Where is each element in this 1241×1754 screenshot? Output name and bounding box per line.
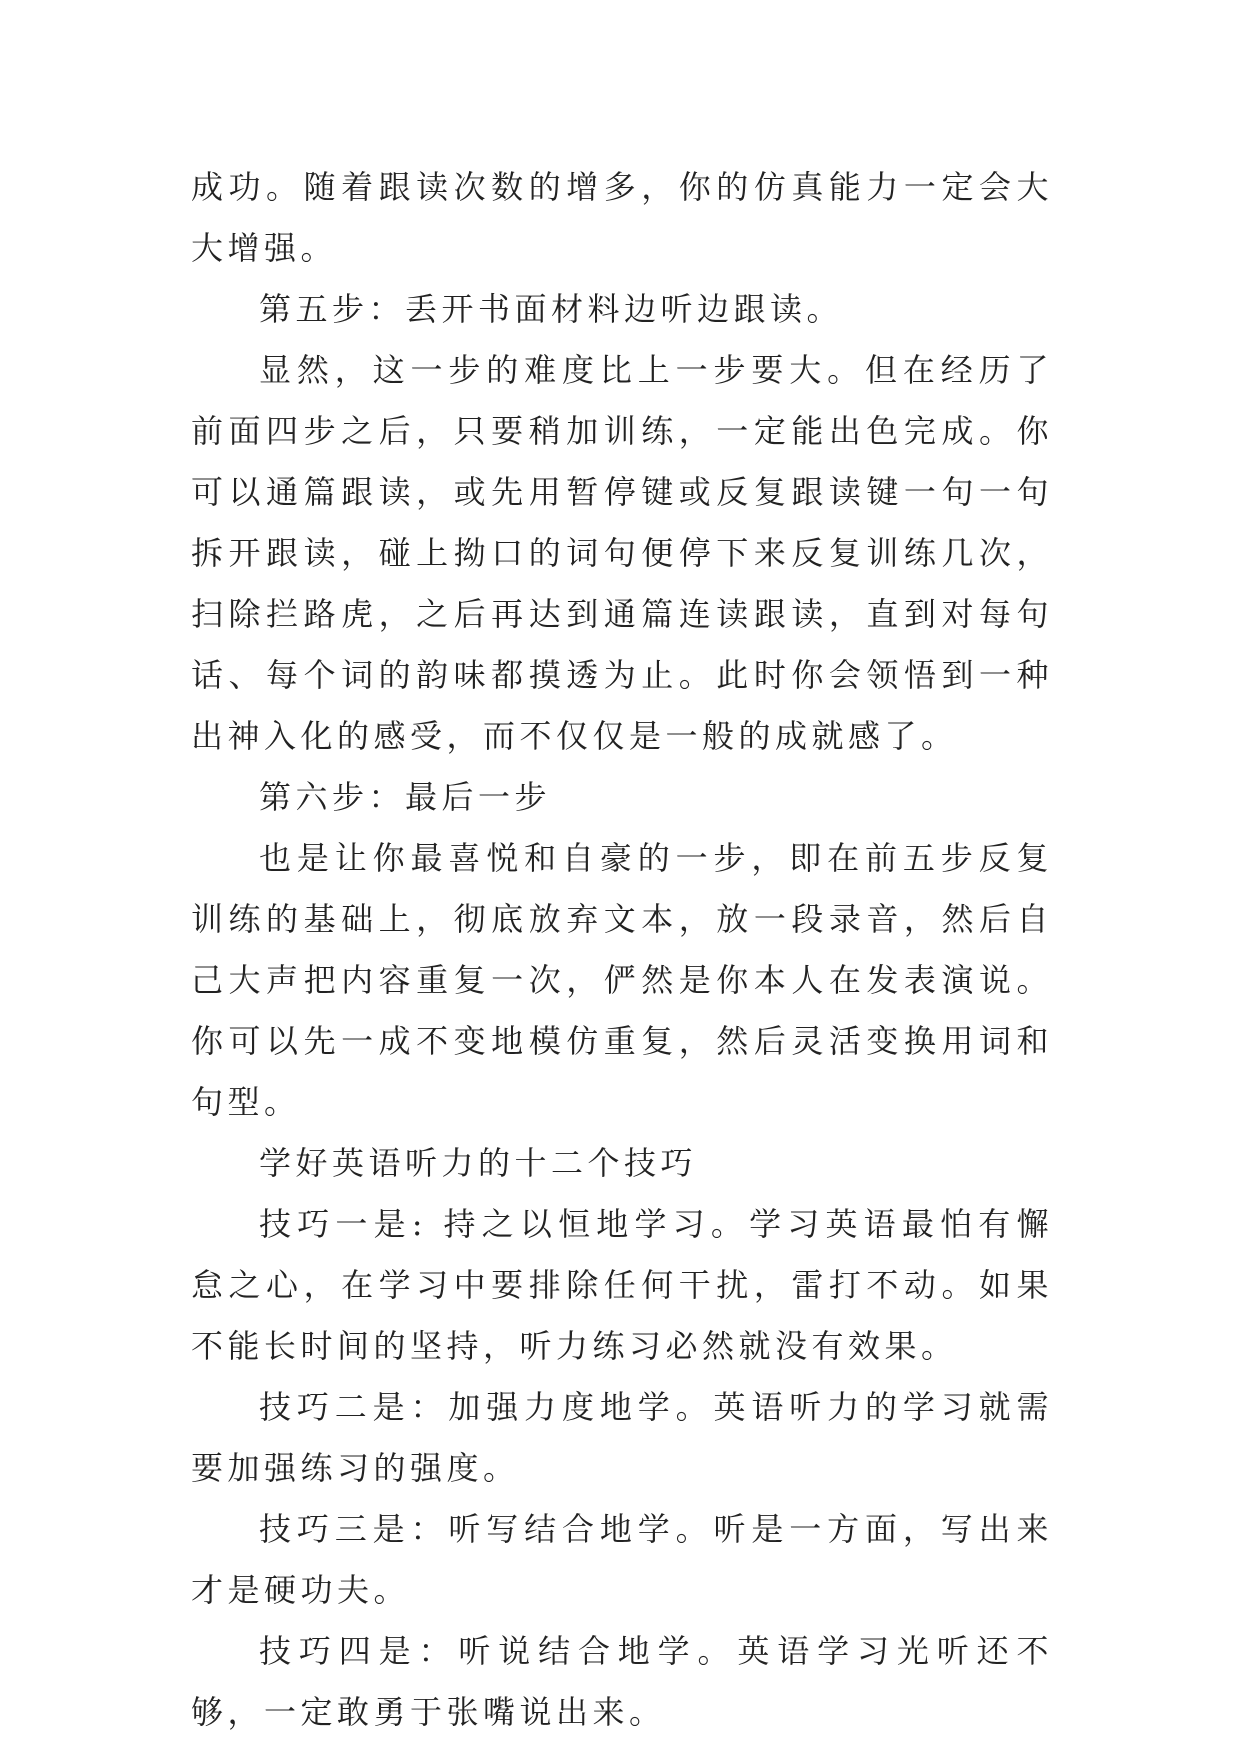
paragraph: 显然，这一步的难度比上一步要大。但在经历了前面四步之后，只要稍加训练，一定能出色完成。你可以通篇跟读，或先用暂停键或反复跟读键一句一句拆开跟读，碰上拗口的词句便停下来反复训练几次，扫除拦路虎，之后再达到通篇连读跟读，直到对每句话、每个词的韵味都摸透为止。此时你会领悟到一种出神入化的感受，而不仅仅是一般的成就感了。 xyxy=(191,351,1053,755)
document-body xyxy=(191,157,1053,1743)
paragraph: 技巧四是：听说结合地学。英语学习光听还不够，一定敢勇于张嘴说出来。 xyxy=(191,1632,1053,1731)
paragraph: 也是让你最喜悦和自豪的一步，即在前五步反复训练的基础上，彻底放弃文本，放一段录音，然后自己大声把内容重复一次，俨然是你本人在发表演说。你可以先一成不变地模仿重复，然后灵活变换用词和句型。 xyxy=(191,839,1053,1121)
paragraph: 第六步：最后一步 xyxy=(259,778,552,816)
section-heading: 学好英语听力的十二个技巧 xyxy=(259,1144,698,1182)
paragraph: 技巧三是：听写结合地学。听是一方面，写出来才是硬功夫。 xyxy=(191,1510,1053,1609)
paragraph: 技巧一是: 持之以恒地学习。学习英语最怕有懈怠之心，在学习中要排除任何干扰，雷打不动。如果不能长时间的坚持，听力练习必然就没有效果。 xyxy=(191,1205,1053,1365)
paragraph: 技巧二是：加强力度地学。英语听力的学习就需要加强练习的强度。 xyxy=(191,1388,1053,1487)
paragraph: 成功。随着跟读次数的增多，你的仿真能力一定会大大增强。 xyxy=(191,168,1053,267)
paragraph: 第五步：丢开书面材料边听边跟读。 xyxy=(259,290,844,328)
